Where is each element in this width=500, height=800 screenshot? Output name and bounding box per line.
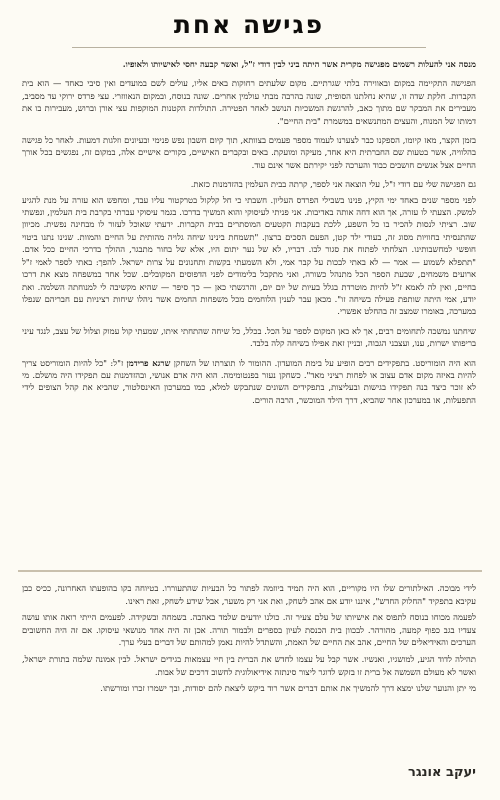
highlighted-name: שרגא פרידמן xyxy=(126,357,171,368)
intro-paragraph: מנסה אני להעלות רשמים מפגישה מקרית אשר היתה ביני לבין דודי ז"ל, ואשר קבעה יחסי לאישיותו ולאופיו. xyxy=(122,59,476,69)
lower-paragraph-4: מי יתן והנוער שלנו ימצא דרך להמשיך את אותם דברים אשר רוד ביקש ליצאת להם יסודות, ובך ישמרו זכרו ומורשתו. xyxy=(100,683,476,694)
section-separator xyxy=(18,570,482,572)
title-divider xyxy=(72,47,426,48)
document-title: פגישה אחת xyxy=(173,10,325,39)
paragraph-cemetery: הפגישה התקיימה במקום ובאווירה בלתי שגרתיים. מקום שלעתים רחוקות באים אליו, עולים לשם במועדים ואין סיבי כאחד — הוא בית הקברות. חלקת שדה זו, שהיא נחלתנו הסופית, שונה בהרבה מבתי עולמין אחרים. שונה בנוסח, ובמקום הנאווזרי. עצי פרדס ירוקי עד מסביב, מעבירים את המבקר שם מתוך כאב, להרגשת המשכיות הנושב לאחר הפטירה. התולדות הקטנות המוקפות עצי אורן וברוש, מעבירות בו את דמותו של המנוח, והעצים המתנשאים במשמרת "בית החיים". xyxy=(22,78,476,126)
paragraph-talks: שיחתנו נמשכה לתחומים רבים, אך לא כאן המקום לספר על הכל. בכלל, כל שיחה שהתחתי איתו, שמעתי קול עמוק וצלול של עצב, לנגד עיני בריפותו ישרות, ענו, ועצבני הגבוה, ובניין זאת אפילו בשיחה קלה בלבד. xyxy=(22,325,476,349)
lower-paragraph-2: לפעמה מכוחו בנוסח לתפוס את אישיותו של עלם צעיר זה. כולנו יודעים שלמד באהבה. בשמחה ובשקידה. לפעמים הייתי רואה אותו עושה צעדיו בגב כפוף קמעה, מהורהר. לבכוון בית הכנסת לעיון בספרים ולבמור תורה. אכן זה היה אחד מנושאי עיסוקו. אם זה היה החשובים הערכים והאידיאלים של החיים, אהב את החיים של האמת, והשתדל להיות נאמן למהותם של דברים בעלי ערך. xyxy=(22,612,476,648)
paragraph-humor xyxy=(22,357,476,407)
upper-text xyxy=(22,58,476,406)
humor-text-start: הוא היה הומוריסט. בתפקידים רבים הופיע על בימת המועדון. ההומור לו תוצרתו של השחקן xyxy=(173,357,476,368)
humor-text-end: ז"ל: "כל להיות הומוריסט צריך להיות באיזה מקום אדם עצוב או לפחות רציני מאד". כשחקן נעזר בפנטומימה. הוא היה אדם אנושי, ובהזדמנות עם תפקידו היה מושלם. מי לא זוכר כיצד בנה תפקידו בגישות ובעליצות, בתפקידים השונים שנתבקש למלא, כמו במערכון האינסלטור, שהביא את קהל הצופים לידי התפעלות, או במערכון אחר שהביא, דרך הילד המוכשר, הרבה הורים. xyxy=(22,357,476,405)
paragraph-meetings: בזמן הקצר, מאז קיומו, הספקנו כבר לצערנו לעמוד מספר פעמים בצוותא, תוך קיום חשבון נפש פנימי ובעיונים וזלגות דמעות. לאחר כל פגישה בהלוויה, אשר בטעות שם החברתית היא אחד, מעיקה ומועקת. באים ובקברים האישיים, בקורים אישיים אלה, במקום זה, נפגשים בכל אורך החיים אצל אנשים חושבים כבוד והערכה לפני יקירתם אשר אינם עוד. xyxy=(22,135,476,170)
paragraph-conversation: לפני מספר שנים באחד ימי הקיץ, פנינו בשבילי הפרדס העליון. חשבתי כי חל קלקול בטרקטור עליו עבד, ומחפש הוא עזרה על מנת להגיע למשק. הצעתי לו עזרה, אך הוא דחה אותה באדיבות. אני פניתי לעיסוקי והוא המשיך בדרכו. בגמר עיסוקי עברתי בקרבת בית העלמין, ונפשתי שוב. רציתי לנסות להכיר בו כל השפע, ללכת בעקבות הקטעים המוסתרים בבית הקברות. ידעתי שאוכל לעזור לו מבחינה נפשית. מכיוון שהתנסיתי בחוויות מסוג זה, בעודי ילד קטן, הפעם הסכים ברצון. "תשמחת בינינו שיחה גלויה מהותית על החיים והמוות. שנינו נתנו ביטוי חופשי למחשבותינו. הצלחתי לפתוח את סגור לבו. דבריו, לא של נער יתום היו, אלא של בחור מתבגר, ההולך בדרכי החיים ככל אדם. "תתפלא לשמוע — אמר — לא באתי לבכות על קבר אמי, ולא השמעתי בקשות ותחנונים על צרות ישראל. להפך: באתי לספר לאמי ז"ל ארועים משמחים, שבעת הספר הכל מתנהל כשורה, ואני מתקבל בלימודים לפני הדפוסים המקובלים. שכל אחד במשפחה מצא את דרכו בחיים, ואין לה לאמא ז"ל להיות מוטרדת בגלל בעיות של יום יום, והרגשתי כאן — כך סיפר — שהיא מקשיבה לי למנוחתה השלמה. ואת יודע, אמי היתה שותפת פעילה בשיחה זו". מכאן עבר לענין הלוחמים מכל משפחות החמים אשר ניהלו שיחות רציניות עם חבריהם שנפלו במערכה, באומרו שמצב זה בהחלט אפשרי. xyxy=(22,194,476,317)
lower-paragraph-1: לידי מבוכה. האילתורים שלו היו מקוריים, הוא היה תמיד ביוזמה לפתור כל הבעיות שהתעוררו. בטיוחה בקו בהופעתו האחרונה, ככיס כבן עקיבא בתפקיד "החלוק החדש", איננו יודע אם אהב לשחק, ואת אני רק משער, אבל שידע לשחק, זאת ראינו. xyxy=(22,583,476,606)
lower-paragraph-3: תהילה לדוד הגיע, למושגיו, ואנשיו. אשר קבל על עצמו לחדש את הברית בין חיי עצמאות בגידים ישראל. לבין אמונה שלמה בתורת ישראל, ואשר לא מעולם השמשה אל ברית זו בזקש לדוגר ליצור סינתזה אידיאולוגית לחשוב דרכים של אבות. xyxy=(22,653,476,677)
author-signature: יעקב אונגר xyxy=(408,765,476,780)
paragraph-encounter: גם הפגישה שלי עם דודי ז"ל, עלי הוצאה אני לספר, קרתה בבית העלמין בהזדמנות כזאת. xyxy=(190,179,476,190)
lower-text xyxy=(22,582,476,699)
